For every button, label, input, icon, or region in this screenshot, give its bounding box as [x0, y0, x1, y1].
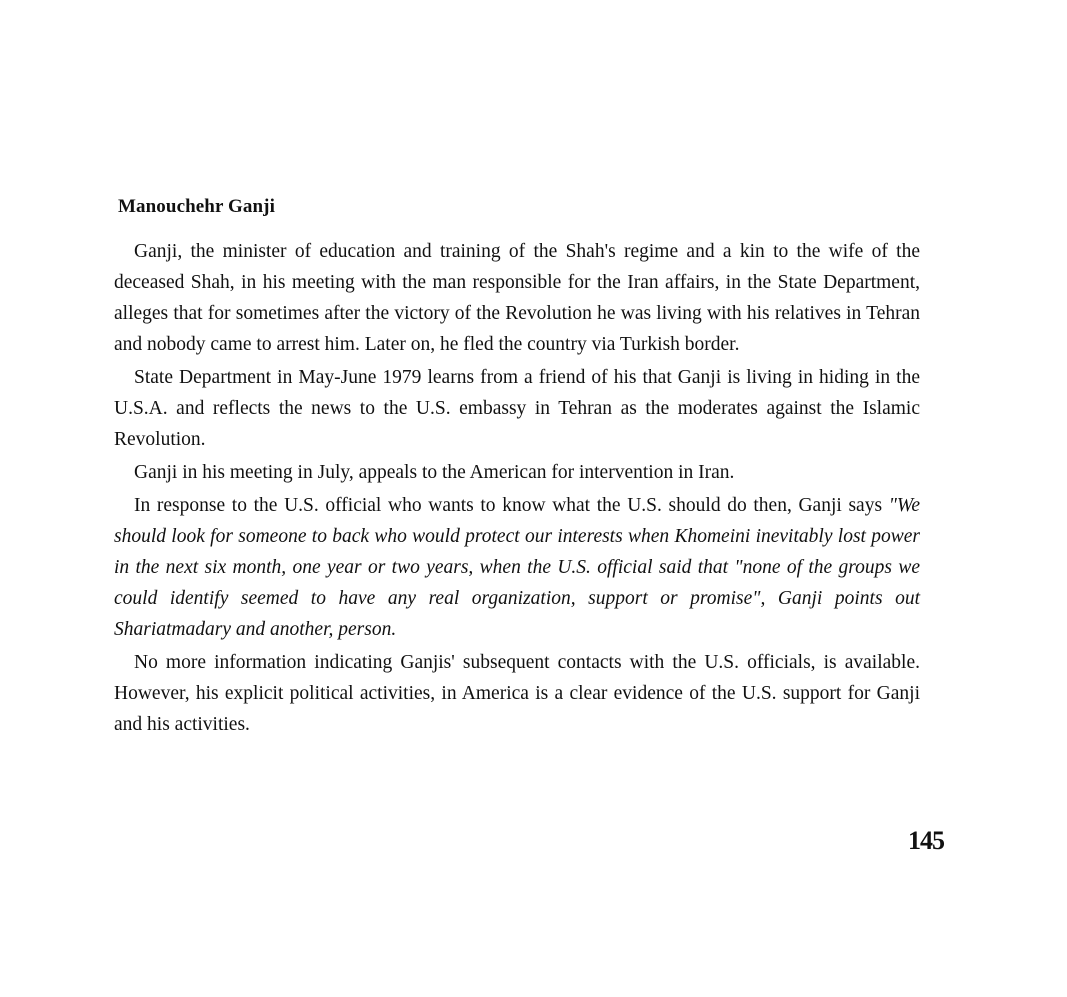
body-text — [114, 236, 920, 740]
paragraph-5: No more information indicating Ganjis' subsequent contacts with the U.S. officials, is available. However, his explicit political activities, in America is a clear evidence of the U.S. support for Ganji and his activities. — [114, 652, 920, 735]
page-number: 145 — [908, 826, 944, 855]
paragraph-4-quote: "We should look for someone to back who would protect our interests when Khomeini inevitably lost power in the next six month, one year or two years, when the U.S. official said that "none of the groups we could identify seemed to have any real organization, support or promise", Ganji points out Shariatmadary and another, person. — [114, 495, 920, 640]
paragraph-1: Ganji, the minister of education and training of the Shah's regime and a kin to the wife of the deceased Shah, in his meeting with the man responsible for the Iran affairs, in the State Department, alleges that for sometimes after the victory of the Revolution he was living with his relatives in Tehran and nobody came to arrest him. Later on, he fled the country via Turkish border. — [114, 241, 920, 355]
paragraph-4 — [114, 490, 920, 645]
section-heading: Manouchehr Ganji — [118, 196, 275, 217]
paragraph-4-intro: In response to the U.S. official who wants to know what the U.S. should do then, Ganji says — [134, 495, 889, 516]
paragraph-3: Ganji in his meeting in July, appeals to the American for intervention in Iran. — [134, 462, 735, 483]
paragraph-2: State Department in May-June 1979 learns from a friend of his that Ganji is living in hiding in the U.S.A. and reflects the news to the U.S. embassy in Tehran as the moderates against the Islamic Revolution. — [114, 367, 920, 450]
